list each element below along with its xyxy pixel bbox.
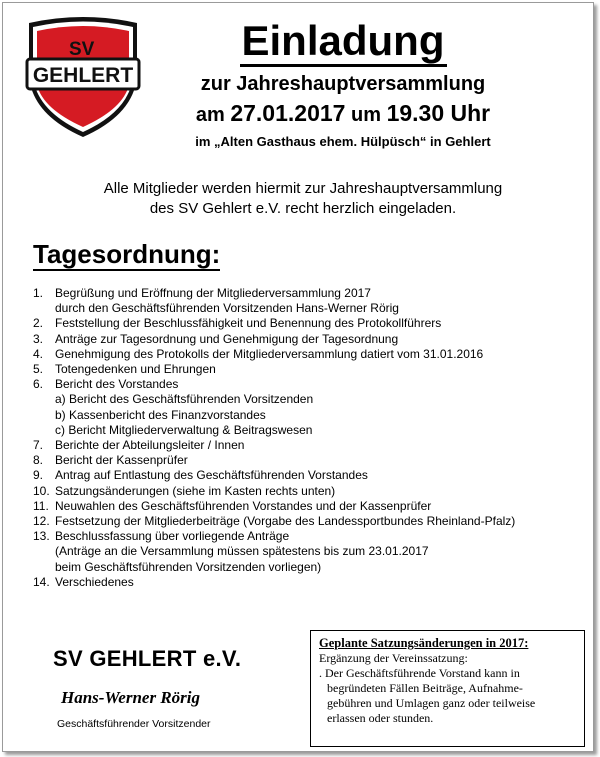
signature-role: Geschäftsführender Vorsitzender: [57, 718, 211, 730]
agenda-item-text: Berichte der Abteilungsleiter / Innen: [55, 438, 245, 453]
box-title: Geplante Satzungsänderungen in 2017:: [319, 636, 529, 650]
event-date: 27.01.2017: [230, 100, 346, 126]
box-line-2: . Der Geschäftsführende Vorstand kann in: [319, 666, 520, 680]
box-line-5: erlassen oder stunden.: [327, 711, 434, 725]
agenda-item: [33, 499, 598, 514]
agenda-item-text: Beschlussfassung über vorliegende Anträge: [55, 529, 290, 544]
agenda-item-number: 11.: [33, 498, 49, 513]
agenda-item-number: [33, 560, 55, 575]
agenda-item-number: [33, 423, 55, 438]
agenda-item-text: c) Bericht Mitgliederverwaltung & Beitragswesen: [55, 422, 313, 437]
date-line: [153, 100, 533, 128]
agenda-list: [33, 286, 598, 590]
agenda-item-text: Festsetzung der Mitgliederbeiträge (Vorgabe des Landessportbundes Rheinland-Pfalz): [55, 514, 516, 529]
agenda-item-text: Satzungsänderungen (siehe im Kasten rechts unten): [55, 483, 336, 498]
agenda-item-text: Anträge zur Tagesordnung und Genehmigung der Tagesordnung: [55, 331, 399, 346]
box-line-1: Ergänzung der Vereinssatzung:: [319, 651, 468, 665]
agenda-item-text: beim Geschäftsführenden Vorsitzenden vorliegen): [55, 559, 322, 574]
agenda-item-number: 8.: [33, 453, 44, 468]
agenda-item-number: [33, 544, 55, 559]
agenda-item-number: 2.: [33, 316, 44, 331]
event-time: 19.30 Uhr: [386, 100, 491, 126]
agenda-item: [33, 529, 598, 544]
agenda-item: [33, 544, 598, 559]
agenda-item-text: b) Kassenbericht des Finanzvorstandes: [55, 407, 266, 422]
agenda-item-text: Antrag auf Entlastung des Geschäftsführenden Vorstandes: [55, 468, 368, 483]
subtitle: zur Jahreshauptversammlung: [200, 73, 486, 95]
agenda-item-number: 5.: [33, 362, 44, 377]
agenda-item: [33, 286, 598, 301]
agenda-item-number: 9.: [33, 468, 44, 483]
agenda-item-number: 14.: [33, 574, 50, 589]
statute-changes-box: [310, 630, 585, 747]
agenda-item-number: 12.: [33, 514, 50, 529]
agenda-item: [33, 377, 598, 392]
agenda-item: [33, 514, 598, 529]
box-line-3: begründeten Fällen Beiträge, Aufnahme-: [327, 681, 523, 695]
agenda-item: [33, 438, 598, 453]
club-name: SV GEHLERT e.V.: [53, 646, 242, 671]
agenda-item: [33, 408, 598, 423]
agenda-item-text: Totengedenken und Ehrungen: [55, 362, 216, 377]
intro-line-2: des SV Gehlert e.V. recht herzlich eingeladen.: [149, 200, 457, 217]
agenda-item-text: Begrüßung und Eröffnung der Mitgliederversammlung 2017: [55, 286, 371, 300]
agenda-item-text: Verschiedenes: [55, 574, 134, 589]
agenda-item: [33, 453, 598, 468]
agenda-item: [33, 301, 598, 316]
agenda-title: Tagesordnung:: [33, 239, 221, 269]
agenda-item-number: 3.: [33, 331, 44, 346]
agenda-item: [33, 362, 598, 377]
agenda-item-number: 10.: [33, 483, 50, 498]
agenda-item-number: [33, 408, 55, 423]
agenda-item-text: Bericht des Vorstandes: [55, 377, 179, 392]
agenda-item-number: [33, 392, 55, 407]
agenda-item-number: 13.: [33, 529, 50, 544]
agenda-item: [33, 316, 598, 331]
logo-shield-red-bottom: [37, 85, 129, 127]
agenda-item-text: durch den Geschäftsführenden Vorsitzenden Hans-Werner Rörig: [55, 301, 399, 316]
agenda-item-text: (Anträge an die Versammlung müssen spätestens bis zum 23.01.2017: [55, 544, 429, 559]
agenda-item: [33, 484, 598, 499]
agenda-item: [33, 347, 598, 362]
agenda-item-number: 7.: [33, 438, 44, 453]
signature: Hans-Werner Rörig: [61, 688, 201, 707]
venue: im „Alten Gasthaus ehem. Hülpüsch“ in Gehlert: [195, 134, 491, 149]
agenda-item-text: Neuwahlen des Geschäftsführenden Vorstandes und der Kassenprüfer: [55, 498, 432, 513]
agenda-item-text: a) Bericht des Geschäftsführenden Vorsitzenden: [55, 392, 314, 407]
club-logo: [23, 15, 143, 141]
page-title: Einladung: [193, 19, 493, 63]
date-prefix: am: [195, 104, 225, 126]
intro-text: [23, 179, 583, 219]
time-prefix: um: [351, 104, 382, 126]
agenda-item-number: 1.: [33, 286, 44, 300]
agenda-item-number: 4.: [33, 346, 44, 361]
agenda-item: [33, 423, 598, 438]
logo-bottom-text: GEHLERT: [32, 64, 134, 87]
agenda-item-text: Genehmigung des Protokolls der Mitgliederversammlung datiert vom 31.01.2016: [55, 346, 484, 361]
agenda-item: [33, 560, 598, 575]
agenda-item: [33, 392, 598, 407]
agenda-item: [33, 332, 598, 347]
agenda-item-number: 6.: [33, 377, 44, 392]
agenda-item-text: Bericht der Kassenprüfer: [55, 453, 188, 468]
logo-top-text: SV: [69, 39, 95, 60]
agenda-item-number: [33, 301, 55, 316]
agenda-item: [33, 468, 598, 483]
invitation-page: [2, 2, 594, 752]
agenda-item: [33, 575, 598, 590]
box-line-4: gebühren und Umlagen ganz oder teilweise: [327, 696, 536, 710]
agenda-item-text: Feststellung der Beschlussfähigkeit und Benennung des Protokollführers: [55, 316, 442, 331]
intro-line-1: Alle Mitglieder werden hiermit zur Jahreshauptversammlung: [103, 180, 503, 197]
